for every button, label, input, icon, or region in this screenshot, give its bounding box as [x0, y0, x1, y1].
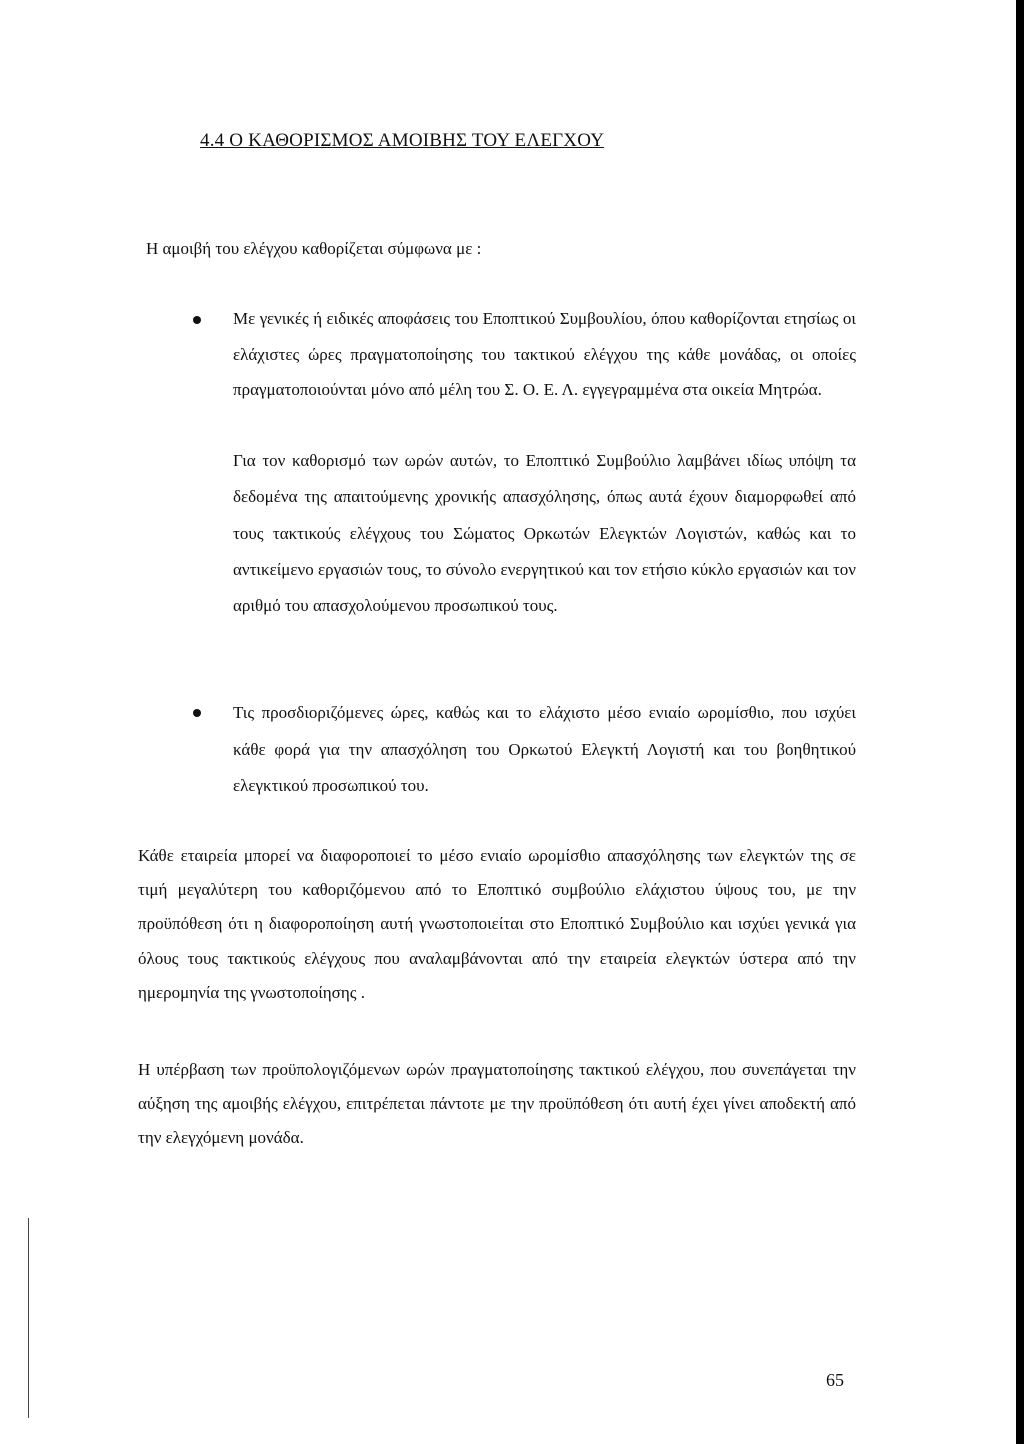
bullet-item-1-detail: Για τον καθορισμό των ωρών αυτών, το Εποπτικό Συμβούλιο λαμβάνει ιδίως υπόψη τα δεδομένα της απαιτούμενης χρονικής απασχόλησης, όπως αυτά έχουν διαμορφωθεί από τους τακτικούς ελέγχους του Σώματος Ορκωτών Ελεγκτών Λογιστών, καθώς και το αντικείμενο εργασιών τους, το σύνολο ενεργητικού και τον ετήσιο κύκλο εργασιών και τον αριθμό του απασχολούμενου προσωπικού τους. [233, 451, 856, 616]
margin-rule [28, 1218, 29, 1418]
intro-text: Η αμοιβή του ελέγχου καθορίζεται σύμφωνα με : [146, 239, 482, 258]
section-heading: 4.4 Ο ΚΑΘΟΡΙΣΜΟΣ ΑΜΟΙΒΗΣ ΤΟΥ ΕΛΕΓΧΟΥ [200, 130, 605, 151]
bullet-item-2: Τις προσδιοριζόμενες ώρες, καθώς και το ελάχιστο μέσο ενιαίο ωρομίσθιο, που ισχύει κάθε φορά για την απασχόληση του Ορκωτού Ελεγκτή Λογιστή και του βοηθητικού ελεγκτικού προσωπικού του. [233, 703, 856, 795]
bullet-dot-icon [193, 316, 201, 324]
bullet-item-1: Με γενικές ή ειδικές αποφάσεις του Εποπτικού Συμβουλίου, όπου καθορίζονται ετησίως οι ελάχιστες ώρες πραγματοποίησης του τακτικού ελέγχου της κάθε μονάδας, οι οποίες πραγματοποιούνται μόνο από μέλη του Σ. Ο. Ε. Λ. εγγεγραμμένα στα οικεία Μητρώα. [233, 309, 856, 400]
paragraph-hours-overrun: Η υπέρβαση των προϋπολογιζόμενων ωρών πραγματοποίησης τακτικού ελέγχου, που συνεπάγεται την αύξηση της αμοιβής ελέγχου, επιτρέπεται πάντοτε με την προϋπόθεση ότι αυτή έχει γίνει αποδεκτή από την ελεγχόμενη μονάδα. [138, 1060, 856, 1147]
scan-edge [1016, 0, 1024, 1444]
paragraph-hourly-rate: Κάθε εταιρεία μπορεί να διαφοροποιεί το μέσο ενιαίο ωρομίσθιο απασχόλησης των ελεγκτών της σε τιμή μεγαλύτερη του καθοριζόμενου από το Εποπτικό συμβούλιο ελάχιστου ύψους του, με την προϋπόθεση ότι η διαφοροποίηση αυτή γνωστοποιείται στο Εποπτικό Συμβούλιο και ισχύει γενικά για όλους τους τακτικούς ελέγχους που αναλαμβάνονται από την εταιρεία ελεγκτών ύστερα από την ημερομηνία της γνωστοποίησης . [138, 846, 856, 1002]
bullet-dot-icon [193, 709, 201, 717]
page-number: 65 [826, 1370, 844, 1390]
